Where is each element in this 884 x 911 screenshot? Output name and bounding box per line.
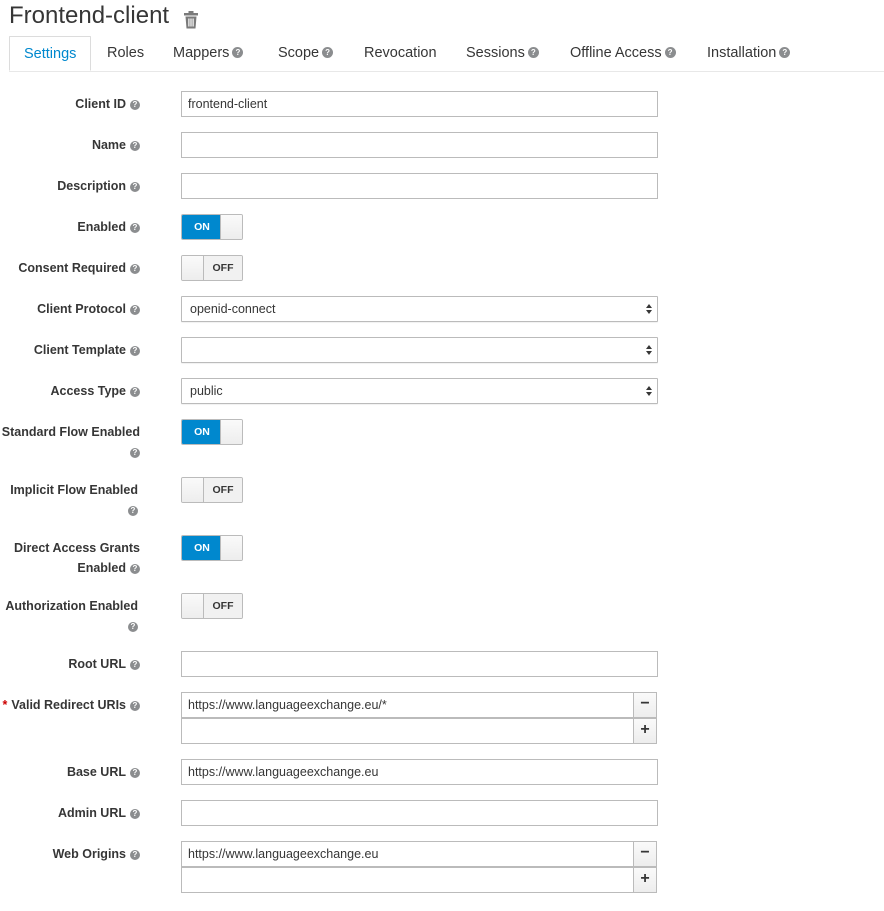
admin-url-label <box>58 803 140 823</box>
help-icon[interactable]: ? <box>232 47 243 58</box>
help-icon[interactable]: ? <box>130 305 140 315</box>
tab-revocation[interactable] <box>364 36 437 70</box>
toggle-on-text: ON <box>182 420 222 444</box>
help-icon[interactable]: ? <box>130 387 140 397</box>
help-icon[interactable]: ? <box>130 701 140 711</box>
help-icon[interactable]: ? <box>130 768 140 778</box>
toggle-knob <box>182 478 204 502</box>
consent-required-label <box>18 258 140 278</box>
label-text: Standard Flow Enabled <box>1 425 140 439</box>
required-mark: * <box>2 698 8 712</box>
toggle-knob <box>182 594 204 618</box>
client-template-label <box>34 340 140 360</box>
help-icon[interactable]: ? <box>130 564 140 574</box>
help-icon[interactable]: ? <box>128 506 138 516</box>
enabled-toggle[interactable] <box>181 214 243 240</box>
web-origins-input[interactable] <box>181 841 634 867</box>
label-text: Web Origins <box>52 847 126 861</box>
valid-redirect-label <box>3 695 141 715</box>
label-text: Enabled <box>77 220 126 234</box>
valid-redirect-input[interactable] <box>181 692 634 718</box>
select-caret-icon <box>646 344 652 356</box>
tab-roles[interactable] <box>107 36 144 70</box>
tab-label: Revocation <box>364 45 437 61</box>
help-icon[interactable]: ? <box>130 448 140 458</box>
page-title <box>9 0 199 32</box>
direct-access-label <box>14 538 140 578</box>
web-origins-new-input[interactable] <box>181 867 634 893</box>
tab-mappers[interactable] <box>173 36 243 70</box>
client-protocol-label <box>37 299 140 319</box>
toggle-off-text: OFF <box>204 478 242 502</box>
standard-flow-label <box>2 422 140 462</box>
select-caret-icon <box>646 303 652 315</box>
label-text: Direct Access Grants <box>14 541 140 555</box>
standard-flow-toggle[interactable] <box>181 419 243 445</box>
help-icon[interactable]: ? <box>665 47 676 58</box>
help-icon[interactable]: ? <box>130 264 140 274</box>
remove-redirect-button[interactable]: − <box>633 692 657 718</box>
client-template-select[interactable] <box>181 337 658 363</box>
base-url-label <box>67 762 140 782</box>
consent-required-toggle[interactable] <box>181 255 243 281</box>
toggle-knob <box>220 215 242 239</box>
help-icon[interactable]: ? <box>322 47 333 58</box>
label-text: Description <box>57 179 126 193</box>
tab-offline-access[interactable] <box>570 36 676 70</box>
enabled-label <box>77 217 140 237</box>
authorization-label <box>5 596 138 636</box>
valid-redirect-new-input[interactable] <box>181 718 634 744</box>
tab-bar <box>9 36 884 72</box>
toggle-on-text: ON <box>182 536 222 560</box>
label-text: Client Protocol <box>37 302 126 316</box>
toggle-knob <box>220 536 242 560</box>
client-title: Frontend-client <box>9 2 170 29</box>
label-text: Admin URL <box>57 806 126 820</box>
add-redirect-button[interactable]: + <box>633 718 657 744</box>
client-id-label <box>75 94 140 114</box>
tab-scope[interactable] <box>278 36 333 70</box>
client-id-input[interactable] <box>181 91 658 117</box>
tab-label: Sessions <box>466 45 525 61</box>
authorization-toggle[interactable] <box>181 593 243 619</box>
base-url-input[interactable] <box>181 759 658 785</box>
description-label <box>57 176 140 196</box>
help-icon[interactable]: ? <box>128 622 138 632</box>
implicit-flow-label <box>10 480 138 520</box>
add-web-origin-button[interactable]: + <box>633 867 657 893</box>
select-value: openid-connect <box>190 302 276 316</box>
select-caret-icon <box>646 385 652 397</box>
tab-label: Offline Access <box>570 45 662 61</box>
description-input[interactable] <box>181 173 658 199</box>
direct-access-toggle[interactable] <box>181 535 243 561</box>
label-text: Implicit Flow Enabled <box>10 483 138 497</box>
name-label <box>92 135 140 155</box>
label-text: Base URL <box>66 765 126 779</box>
label-text: Valid Redirect URIs <box>11 698 126 712</box>
admin-url-input[interactable] <box>181 800 658 826</box>
label-text: Client ID <box>75 97 126 111</box>
remove-web-origin-button[interactable]: − <box>633 841 657 867</box>
label-text: Access Type <box>50 384 126 398</box>
implicit-flow-toggle[interactable] <box>181 477 243 503</box>
help-icon[interactable]: ? <box>130 850 140 860</box>
help-icon[interactable]: ? <box>130 182 140 192</box>
tab-label: Settings <box>24 46 77 62</box>
access-type-select[interactable] <box>181 378 658 404</box>
toggle-off-text: OFF <box>204 256 242 280</box>
tab-installation[interactable] <box>707 36 790 70</box>
help-icon[interactable]: ? <box>130 223 140 233</box>
help-icon[interactable]: ? <box>130 100 140 110</box>
label-text: Enabled <box>77 561 126 575</box>
help-icon[interactable]: ? <box>779 47 790 58</box>
tab-label: Roles <box>107 45 145 61</box>
access-type-label <box>50 381 140 401</box>
tab-settings[interactable] <box>9 36 91 71</box>
tab-label: Scope <box>278 45 320 61</box>
toggle-on-text: ON <box>182 215 222 239</box>
help-icon[interactable]: ? <box>130 346 140 356</box>
name-input[interactable] <box>181 132 658 158</box>
label-text: Client Template <box>33 343 126 357</box>
client-protocol-select[interactable] <box>181 296 658 322</box>
web-origins-label <box>53 844 140 864</box>
select-value: public <box>190 384 223 398</box>
help-icon[interactable]: ? <box>528 47 539 58</box>
label-text: Authorization Enabled <box>5 599 138 613</box>
help-icon[interactable]: ? <box>130 809 140 819</box>
help-icon[interactable]: ? <box>130 141 140 151</box>
label-text: Root URL <box>68 657 126 671</box>
root-url-label <box>68 654 140 674</box>
help-icon[interactable]: ? <box>130 660 140 670</box>
label-text: Consent Required <box>18 261 126 275</box>
toggle-off-text: OFF <box>204 594 242 618</box>
tab-sessions[interactable] <box>466 36 539 70</box>
root-url-input[interactable] <box>181 651 658 677</box>
tab-label: Mappers <box>173 45 230 61</box>
tab-label: Installation <box>707 45 777 61</box>
toggle-knob <box>220 420 242 444</box>
toggle-knob <box>182 256 204 280</box>
trash-icon[interactable] <box>183 7 199 25</box>
label-text: Name <box>91 138 126 152</box>
